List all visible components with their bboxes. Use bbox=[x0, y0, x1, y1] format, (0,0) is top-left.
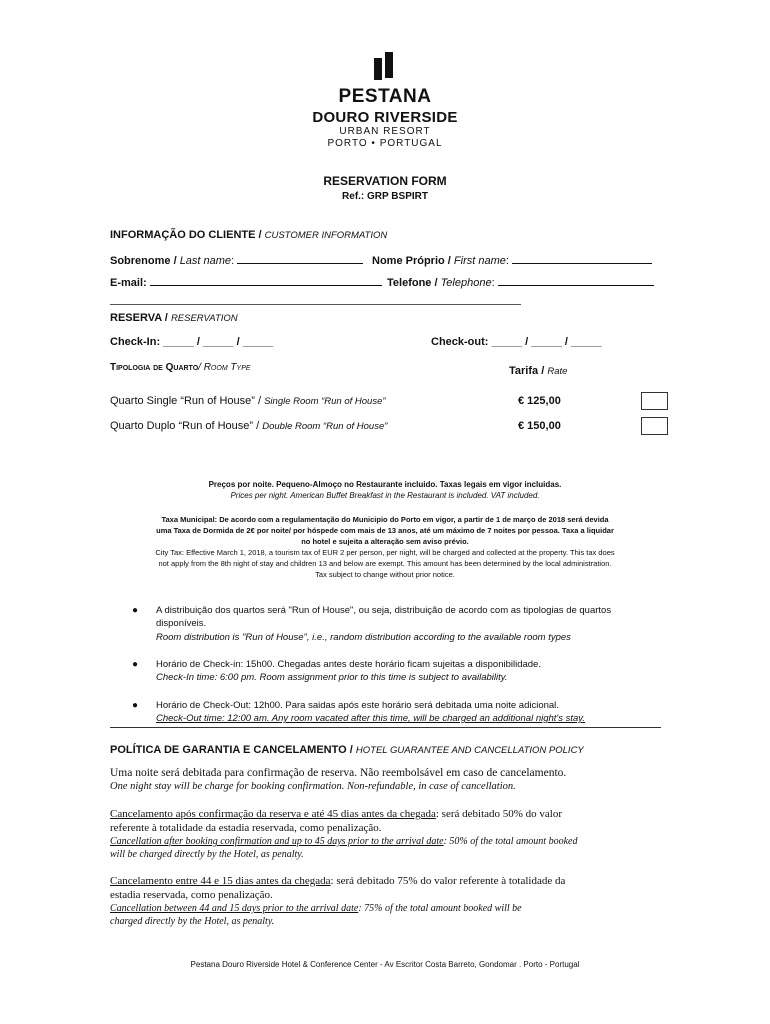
policy-p2-pt-line-2: referente à totalidade da estadia reservada, como penalização. bbox=[110, 822, 382, 834]
client-section-heading bbox=[110, 229, 387, 241]
policy-heading bbox=[110, 744, 584, 756]
first-name-field[interactable]: Nome Próprio / First name: bbox=[372, 253, 652, 267]
room-double-label-en: Double Room “Run of House” bbox=[262, 421, 388, 432]
check-out-field[interactable]: Check-out: _____ / _____ / _____ bbox=[431, 336, 602, 348]
client-heading-pt: INFORMAÇÃO DO CLIENTE / bbox=[110, 229, 262, 241]
room-single-label-en: Single Room “Run of House” bbox=[264, 396, 386, 407]
bullet-3-pt: Horário de Check-Out: 12h00. Para saidas após este horário será debitada uma noite adicional. bbox=[156, 700, 559, 711]
rate-label-en: Rate bbox=[547, 366, 568, 377]
rate-heading bbox=[509, 365, 567, 377]
tax-note-pt-line-3: no hotel e sujeita a alteração sem aviso prévio. bbox=[301, 537, 469, 546]
telephone-field[interactable]: Telefone / Telephone: bbox=[387, 275, 654, 289]
telephone-label-en: Telephone bbox=[440, 277, 492, 289]
room-double-label bbox=[110, 420, 387, 432]
room-double-checkbox[interactable] bbox=[641, 417, 668, 435]
reservation-heading-pt: RESERVA / bbox=[110, 312, 168, 324]
bullet-dot-1: ● bbox=[132, 605, 139, 616]
policy-p2-pt-rest: : será debitado 50% do valor bbox=[435, 808, 563, 820]
policy-p3-en-rest: : 75% of the total amount booked will be bbox=[358, 903, 522, 914]
logo-mark-left bbox=[374, 58, 382, 80]
last-name-label-en: Last name bbox=[179, 255, 232, 267]
reservation-heading-en: RESERVATION bbox=[170, 313, 238, 324]
check-in-field[interactable]: Check-In: _____ / _____ / _____ bbox=[110, 336, 274, 348]
last-name-field[interactable]: Sobrenome / Last name: bbox=[110, 253, 363, 267]
policy-p3-pt-rest: : será debitado 75% do valor referente à totalidade da bbox=[330, 875, 566, 887]
room-single-label-pt: Quarto Single “Run of House” / bbox=[110, 395, 262, 407]
tax-note-pt-line-1: Taxa Municipal: De acordo com a regulamentação do Municipio do Porto em vigor, a partir de 1 de março de 2018 será devida bbox=[161, 515, 609, 524]
email-field[interactable] bbox=[110, 275, 382, 289]
room-double-price: € 150,00 bbox=[518, 420, 561, 432]
room-type-label-pt: Tipologia de Quarto bbox=[110, 362, 199, 373]
reservation-section-heading bbox=[110, 312, 238, 324]
room-double-label-pt: Quarto Duplo “Run of House” / bbox=[110, 420, 260, 432]
first-name-line[interactable] bbox=[512, 253, 652, 264]
bullet-2-en: Check-In time: 6:00 pm. Room assignment prior to this time is subject to availability. bbox=[156, 672, 508, 683]
prices-note-pt: Preços por noite. Pequeno-Almoço no Restaurante incluido. Taxas legais em vigor incluidas. bbox=[208, 480, 562, 489]
policy-heading-pt: POLÍTICA DE GARANTIA E CANCELAMENTO / bbox=[110, 744, 353, 756]
room-single-checkbox[interactable] bbox=[641, 392, 668, 410]
tax-note-en-line-3: Tax subject to change without prior notice. bbox=[315, 570, 455, 579]
bullet-3-en: Check-Out time: 12:00 am. Any room vacated after this time, will be charged an additional night's stay. bbox=[156, 713, 585, 724]
policy-p3-en-line-2: charged directly by the Hotel, as penalty. bbox=[110, 916, 275, 927]
policy-p1-pt: Uma noite será debitada para confirmação de reserva. Não reembolsável em caso de cancelamento. bbox=[110, 767, 567, 779]
policy-p2-en-rest: : 50% of the total amount booked bbox=[443, 836, 578, 847]
policy-p2-en-line-2: will be charged directly by the Hotel, as penalty. bbox=[110, 849, 304, 860]
room-type-heading bbox=[110, 362, 251, 373]
policy-p3-pt-line-1 bbox=[110, 875, 565, 887]
client-heading-en: CUSTOMER INFORMATION bbox=[264, 230, 388, 241]
policy-p2-en-line-1 bbox=[110, 836, 577, 847]
policy-p1-en: One night stay will be charge for booking confirmation. Non-refundable, in case of cancellation. bbox=[110, 781, 516, 792]
page-footer: Pestana Douro Riverside Hotel & Conference Center - Av Escritor Costa Barreto, Gondomar . Porto - Portugal bbox=[190, 960, 580, 969]
policy-p3-pt-underlined: Cancelamento entre 44 e 15 dias antes da chegada bbox=[110, 875, 331, 887]
hotel-subtitle: URBAN RESORT bbox=[339, 126, 431, 137]
policy-p2-pt-underlined: Cancelamento após confirmação da reserva e até 45 dias antes da chegada bbox=[110, 808, 436, 820]
bullet-dot-2: ● bbox=[132, 659, 139, 670]
bullet-1-pt-line-2: disponíveis. bbox=[156, 618, 207, 629]
hotel-location: PORTO • PORTUGAL bbox=[327, 138, 443, 149]
policy-p3-pt-line-2: estadia reservada, como penalização. bbox=[110, 889, 273, 901]
telephone-line[interactable] bbox=[498, 275, 654, 286]
form-ref: Ref.: GRP BSPIRT bbox=[342, 191, 428, 202]
policy-p3-en-line-1 bbox=[110, 903, 522, 914]
tax-note-en-line-2: not apply from the 8th night of stay and children 13 and below are exempt. This amount has been determined by the local administration. bbox=[158, 559, 612, 568]
tax-note-pt-line-2: uma Taxa de Dormida de 2€ por noite/ por hóspede com mais de 13 anos, até um máximo de 7 noites por pessoa. Taxa a liquidar bbox=[156, 526, 614, 535]
telephone-label-pt: Telefone / bbox=[387, 277, 438, 289]
logo-mark-right bbox=[385, 52, 393, 78]
bullets-divider bbox=[110, 727, 661, 728]
policy-p2-en-underlined: Cancellation after booking confirmation and up to 45 days prior to the arrival date bbox=[110, 836, 444, 847]
first-name-label-pt: Nome Próprio / bbox=[372, 255, 451, 267]
prices-note-en: Prices per night. American Buffet Breakfast in the Restaurant is included. VAT included. bbox=[230, 491, 540, 500]
bullet-1-pt-line-1: A distribuição dos quartos será "Run of House", ou seja, distribuição de acordo com as tipologias de quartos bbox=[156, 605, 612, 616]
bullet-1-en: Room distribution is "Run of House", i.e., random distribution according to the available room types bbox=[156, 632, 571, 643]
first-name-label-en: First name bbox=[453, 255, 506, 267]
tax-note-en-line-1: City Tax: Effective March 1, 2018, a tourism tax of EUR 2 per person, per night, will be charged and collected at the property. This tax does bbox=[155, 548, 615, 557]
bullet-2-pt: Horário de Check-in: 15h00. Chegadas antes deste horário ficam sujeitas a disponibilidade. bbox=[156, 659, 541, 670]
room-single-price: € 125,00 bbox=[518, 395, 561, 407]
policy-heading-en: HOTEL GUARANTEE AND CANCELLATION POLICY bbox=[355, 745, 584, 756]
brand-name: PESTANA bbox=[338, 86, 432, 107]
email-line[interactable] bbox=[150, 275, 382, 286]
email-label: E-mail: bbox=[110, 277, 147, 289]
room-type-label-en: / Room Type bbox=[198, 362, 251, 373]
last-name-label-pt: Sobrenome / bbox=[110, 255, 177, 267]
hotel-name: DOURO RIVERSIDE bbox=[312, 109, 458, 126]
last-name-line[interactable] bbox=[237, 253, 363, 264]
policy-p2-pt-line-1 bbox=[110, 808, 562, 820]
rate-label-pt: Tarifa / bbox=[509, 365, 545, 377]
policy-p3-en-underlined: Cancellation between 44 and 15 days prior to the arrival date bbox=[110, 903, 359, 914]
section-divider bbox=[110, 304, 521, 305]
room-single-label bbox=[110, 395, 386, 407]
form-title: RESERVATION FORM bbox=[323, 174, 447, 188]
bullet-dot-3: ● bbox=[132, 700, 139, 711]
